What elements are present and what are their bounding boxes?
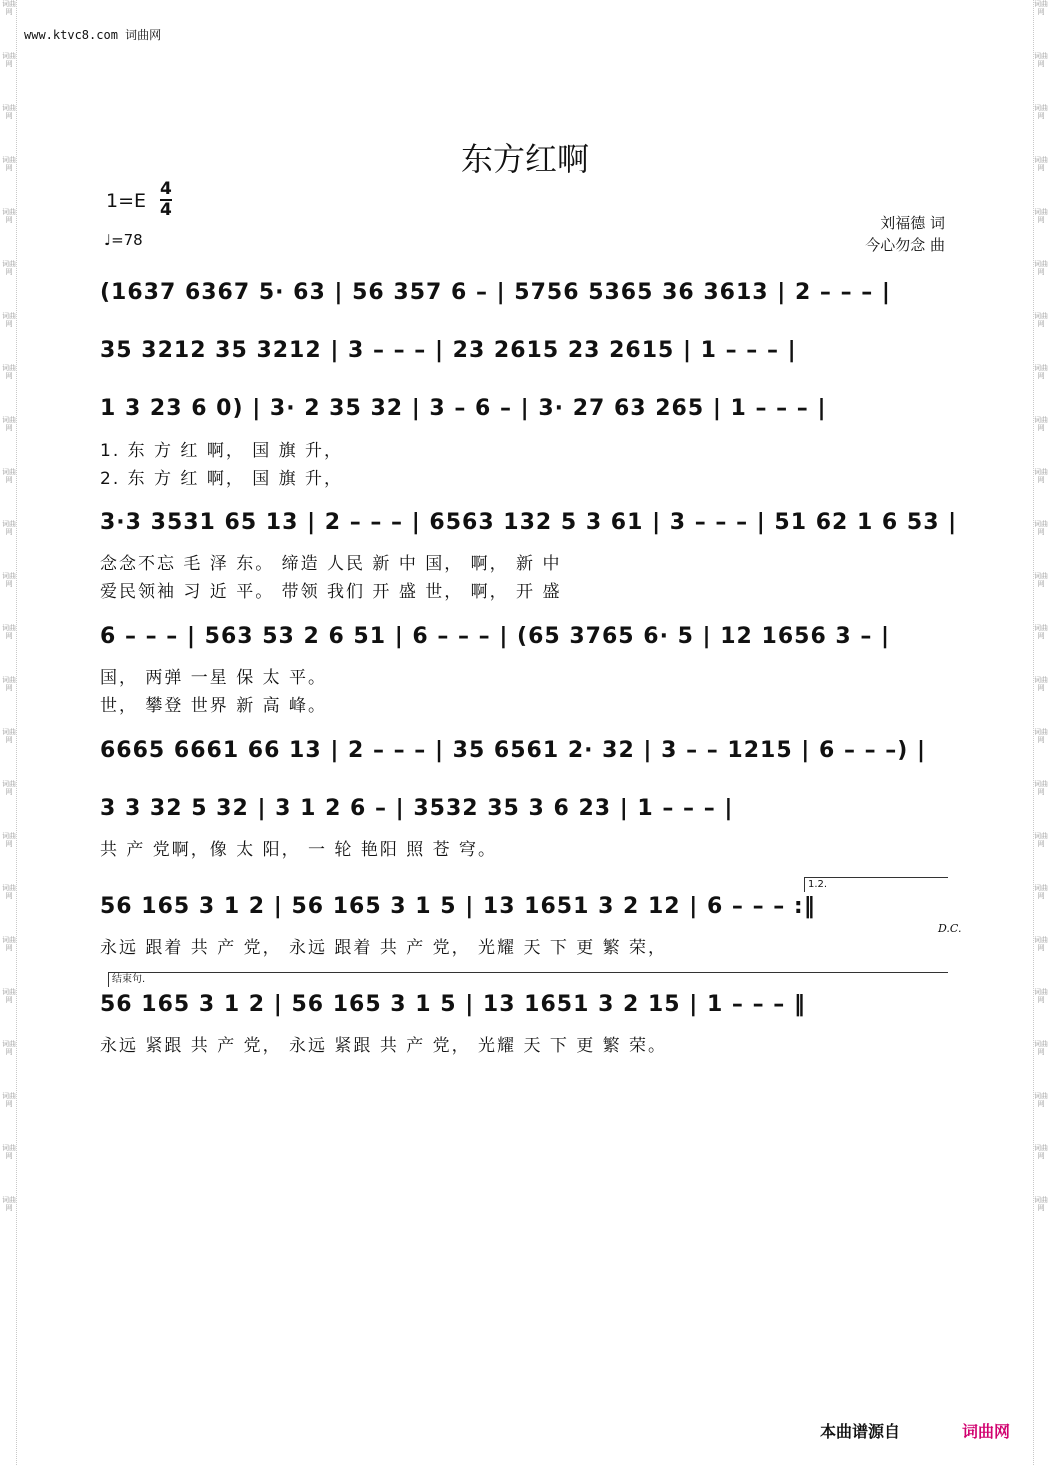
da-capo-marking: D.C. [938, 922, 962, 935]
score-line-7: 3 3 32 5 32 | 3 1 2 6 – | 3532 35 3 6 23 | 1 – – – | [100, 796, 734, 821]
lyric-line-7: 共 产 党啊，像 太 阳， 一 轮 艳阳 照 苍 穹。 [100, 840, 498, 860]
score-line-5: 6 – – – | 563 53 2 6 51 | 6 – – – | (65 3765 6· 5 | 12 1656 3 – | [100, 624, 891, 649]
lyric-line-5-verse-2: 世， 攀登 世界 新 高 峰。 [100, 696, 328, 716]
score-line-9: 56 165 3 1 2 | 56 165 3 1 5 | 13 1651 3 2 15 | 1 – – – ‖ [100, 992, 806, 1017]
score-line-1: (1637 6367 5· 63 | 56 357 6 – | 5756 5365 36 3613 | 2 – – – | [100, 280, 891, 305]
coda-bracket: 结束句. [108, 972, 948, 987]
footer-source-label: 本曲谱源自 [819, 1422, 900, 1441]
score-line-8: 56 165 3 1 2 | 56 165 3 1 5 | 13 1651 3 2 12 | 6 – – – :‖ [100, 894, 816, 919]
left-watermark-strip: 词曲网 词曲网 词曲网 词曲网 词曲网 词曲网 词曲网 词曲网 词曲网 词曲网 词曲网 词曲网 词曲网 词曲网 词曲网 词曲网 词曲网 词曲网 词曲网 词曲网 词曲网 词曲网 词曲网 词曲网 [2, 0, 17, 1465]
lyricist-credit: 刘福德 词 [880, 214, 945, 232]
lyric-line-4-verse-2: 爱民领袖 习 近 平。 带领 我们 开 盛 世， 啊， 开 盛 [100, 582, 562, 602]
lyric-line-9: 永远 紧跟 共 产 党， 永远 紧跟 共 产 党， 光耀 天 下 更 繁 荣。 [100, 1036, 668, 1056]
score-line-4: 3·3 3531 65 13 | 2 – – – | 6563 132 5 3 61 | 3 – – – | 51 62 1 6 53 | [100, 510, 958, 535]
footer-brand[interactable]: 词曲网 [961, 1422, 1010, 1441]
song-title: 东方红啊 [460, 140, 589, 178]
key-signature: 1=E [106, 190, 147, 212]
site-name: 词曲网 [125, 28, 162, 42]
score-line-6: 6665 6661 66 13 | 2 – – – | 35 6561 2· 32 | 3 – – 1215 | 6 – – –) | [100, 738, 927, 763]
score-line-2: 35 3212 35 3212 | 3 – – – | 23 2615 23 2615 | 1 – – – | [100, 338, 797, 363]
right-watermark-strip: 词曲网 词曲网 词曲网 词曲网 词曲网 词曲网 词曲网 词曲网 词曲网 词曲网 词曲网 词曲网 词曲网 词曲网 词曲网 词曲网 词曲网 词曲网 词曲网 词曲网 词曲网 词曲网 词曲网 词曲网 [1033, 0, 1048, 1465]
lyric-line-3-verse-2: 2. 东 方 红 啊， 国 旗 升， [100, 469, 344, 489]
lyric-line-8: 永远 跟着 共 产 党， 永远 跟着 共 产 党， 光耀 天 下 更 繁 荣， [100, 938, 668, 958]
lyric-line-4-verse-1: 念念不忘 毛 泽 东。 缔造 人民 新 中 国， 啊， 新 中 [100, 554, 562, 574]
site-url[interactable] [24, 26, 161, 43]
tempo-marking: ♩=78 [104, 231, 143, 249]
composer-credit: 今心勿念 曲 [865, 236, 945, 254]
volta-bracket: 1.2. [804, 877, 948, 892]
time-signature-top: 4 [160, 179, 172, 199]
time-signature-bottom: 4 [160, 200, 172, 220]
lyric-line-5-verse-1: 国， 两弹 一星 保 太 平。 [100, 668, 328, 688]
lyric-line-3-verse-1: 1. 东 方 红 啊， 国 旗 升， [100, 441, 344, 461]
site-address[interactable]: www.ktvc8.com [24, 28, 118, 42]
score-line-3: 1 3 23 6 0) | 3· 2 35 32 | 3 – 6 – | 3· 27 63 265 | 1 – – – | [100, 396, 827, 421]
time-signature [160, 180, 172, 220]
